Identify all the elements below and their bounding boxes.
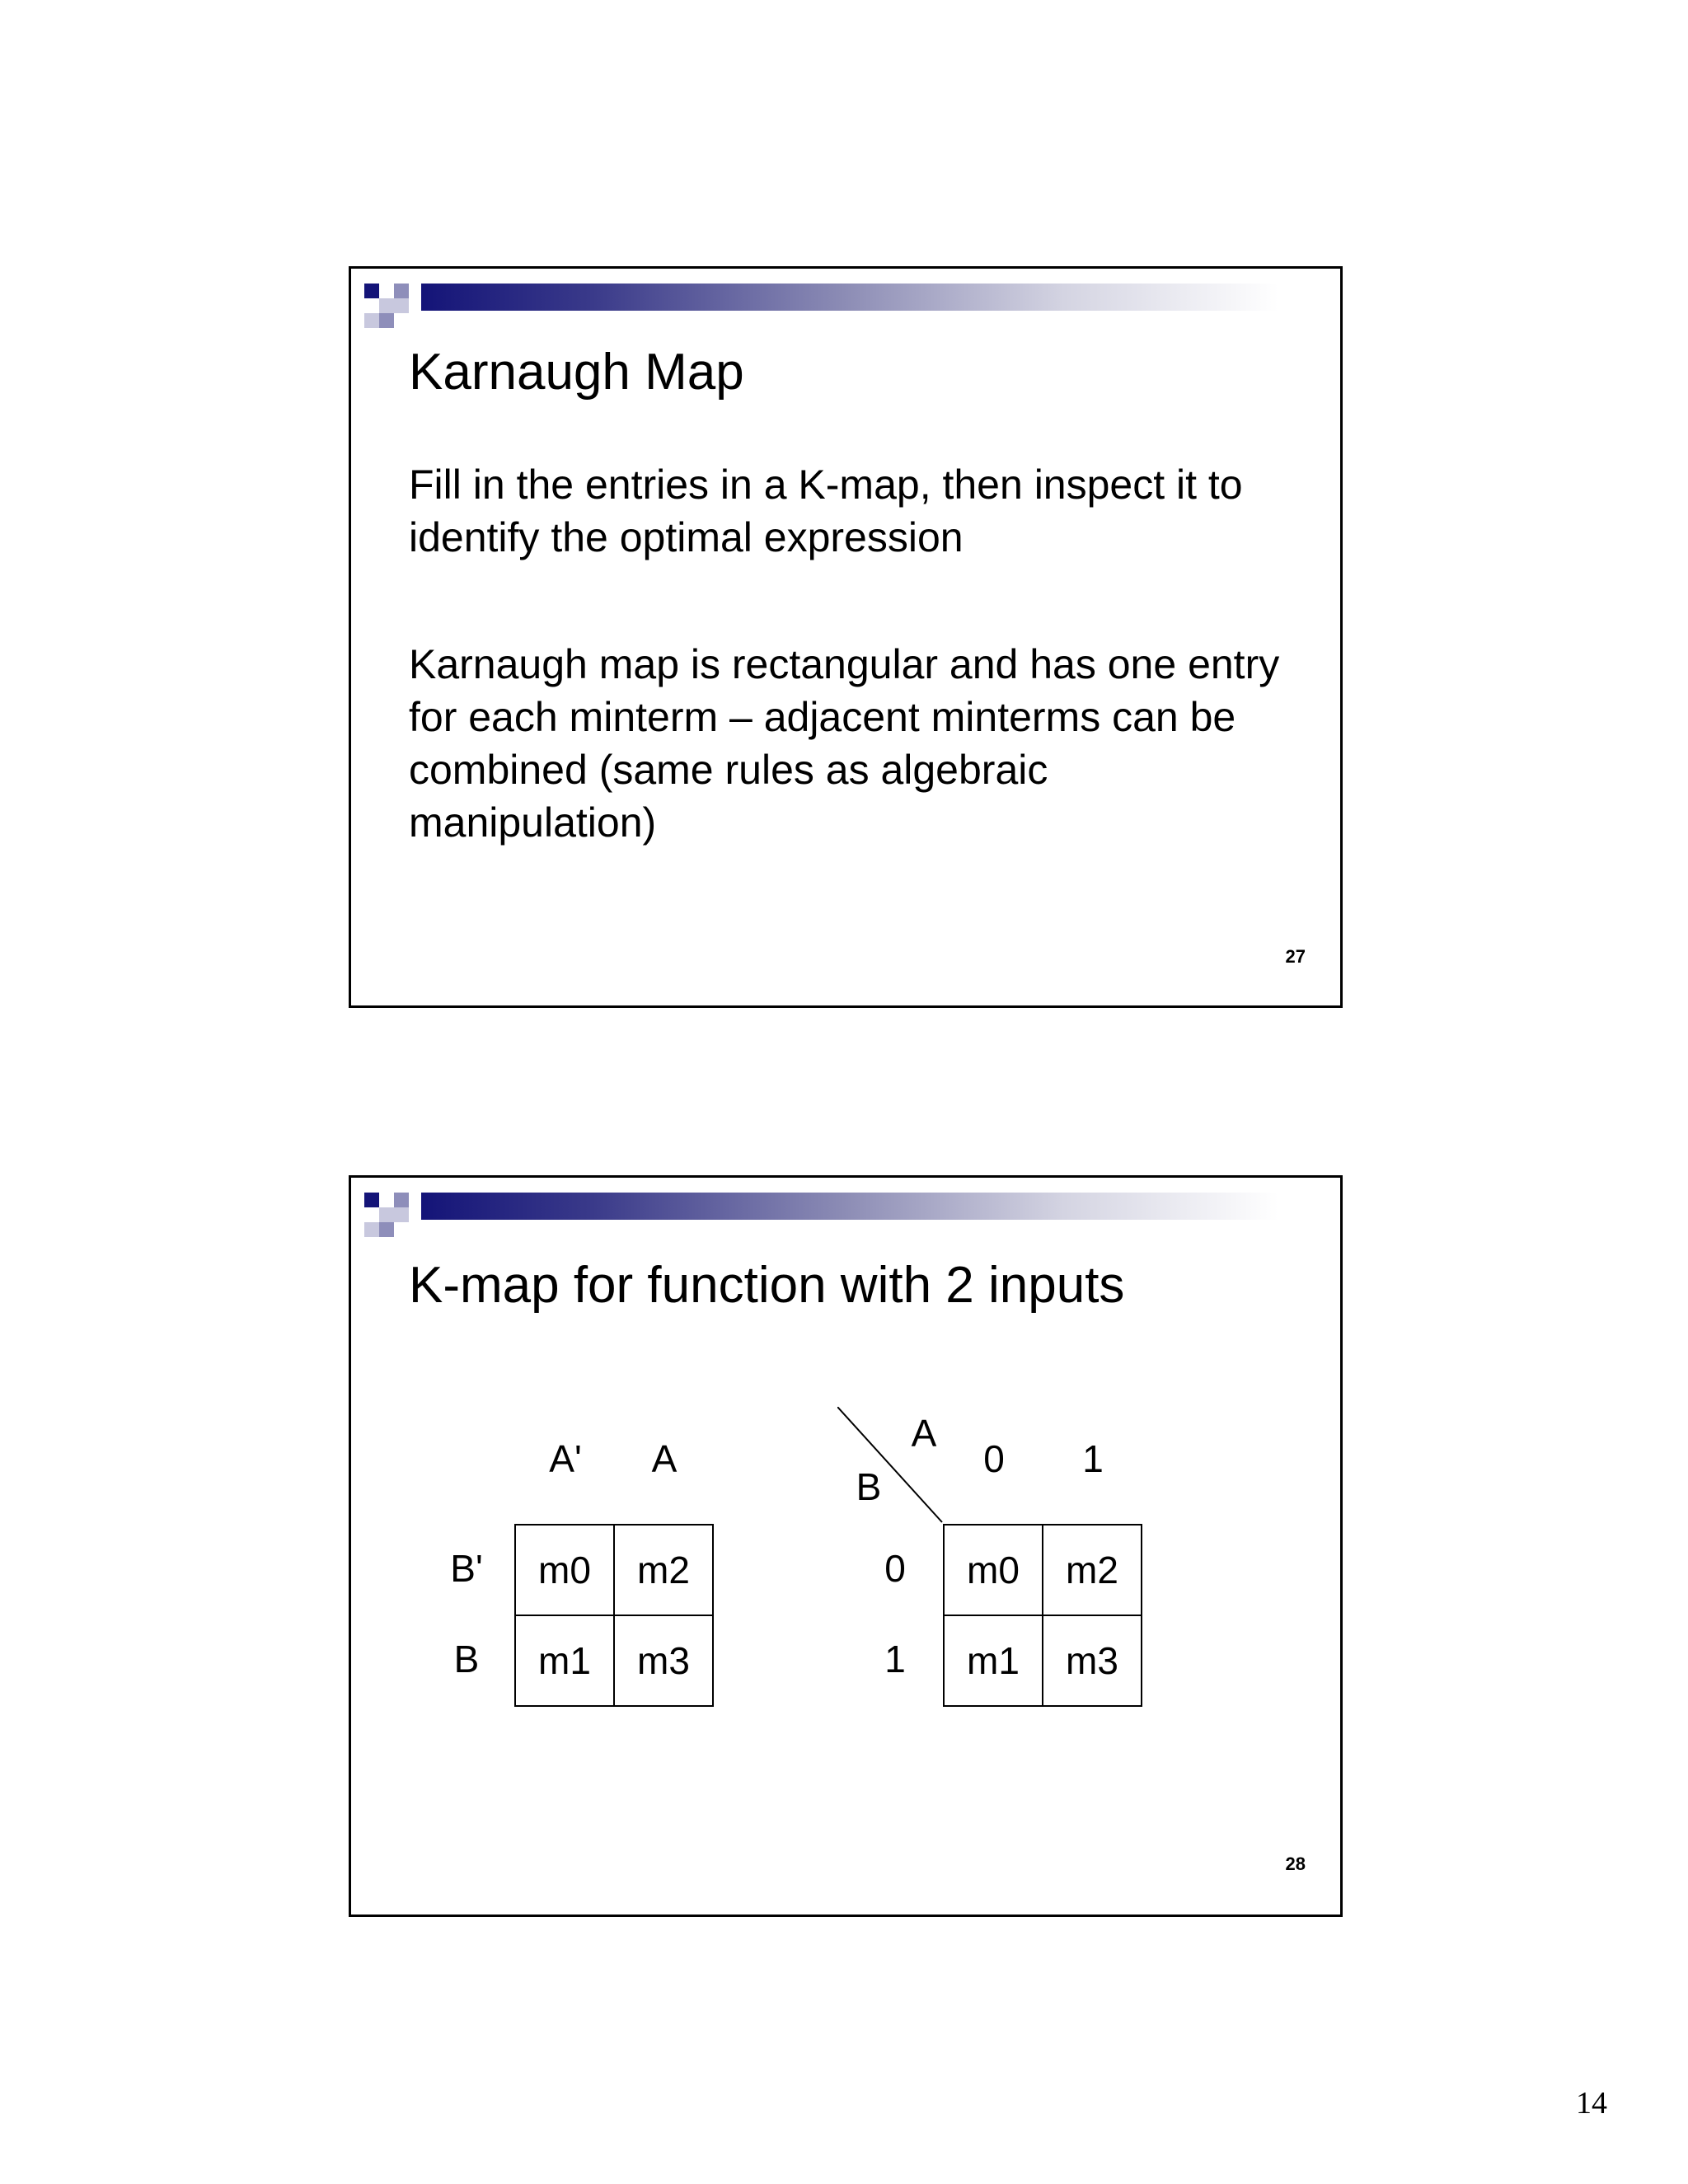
kmap-cell: m1	[944, 1615, 1043, 1706]
kmap-left-row-header: B'	[450, 1547, 483, 1590]
slide-title: K-map for function with 2 inputs	[409, 1257, 1125, 1314]
kmap-right-corner-row-var: B	[856, 1465, 882, 1508]
kmap-cell: m0	[515, 1525, 614, 1615]
header-square-mid	[379, 1222, 394, 1237]
page-number: 14	[1576, 2086, 1607, 2121]
header-square-dark	[364, 284, 379, 298]
kmap-left-row-header: B	[453, 1638, 480, 1680]
kmap-cell: m0	[944, 1525, 1043, 1615]
header-square-mid	[394, 1193, 409, 1207]
kmap-left-col-header: A	[651, 1437, 678, 1480]
body-paragraph: Fill in the entries in a K-map, then inspect it to identify the optimal expression	[409, 462, 1243, 560]
kmap-right-col-header: 1	[1082, 1437, 1104, 1480]
kmap-cell: m2	[614, 1525, 713, 1615]
kmap-right-corner-col-var: A	[911, 1412, 937, 1455]
slide-27	[349, 266, 1343, 1008]
header-square-mid	[379, 313, 394, 328]
header-square-light	[379, 1207, 409, 1222]
slide-number: 28	[1285, 1854, 1306, 1874]
kmap-right-col-header: 0	[983, 1437, 1005, 1480]
body-paragraph: Karnaugh map is rectangular and has one entry for each minterm – adjacent minterms can be combined (same rules as algebraic manipulation)	[409, 641, 1280, 846]
kmap-right-row-header: 1	[884, 1638, 906, 1680]
slide-title: Karnaugh Map	[409, 344, 744, 401]
header-gradient-bar	[421, 1193, 1278, 1220]
kmap-right-grid	[943, 1524, 1142, 1707]
kmap-cell: m3	[1043, 1615, 1142, 1706]
slide-28	[349, 1175, 1343, 1917]
header-gradient-bar	[421, 284, 1278, 311]
header-square-mid	[394, 284, 409, 298]
kmap-left-col-header: A'	[549, 1437, 582, 1480]
header-square-light	[379, 298, 409, 313]
kmap-right-row-header: 0	[884, 1547, 906, 1590]
header-square-light	[364, 1222, 379, 1237]
kmap-cell: m3	[614, 1615, 713, 1706]
slide-number: 27	[1285, 946, 1306, 967]
header-square-dark	[364, 1193, 379, 1207]
kmap-cell: m2	[1043, 1525, 1142, 1615]
header-square-light	[364, 313, 379, 328]
kmap-cell: m1	[515, 1615, 614, 1706]
kmap-left-grid	[514, 1524, 714, 1707]
